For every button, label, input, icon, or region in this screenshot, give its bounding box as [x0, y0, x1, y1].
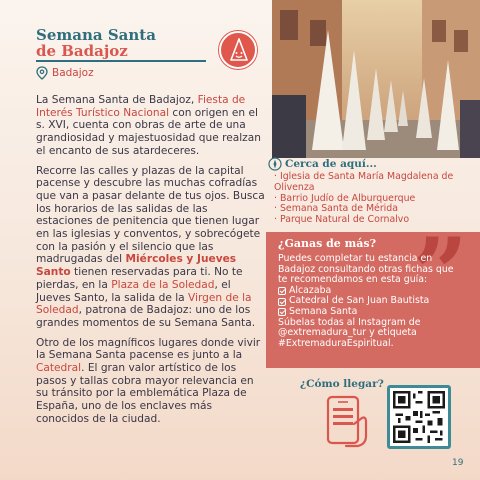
location-label: Badajoz [52, 67, 94, 79]
nearby-heading: Cerca de aquí... [268, 157, 480, 171]
how-to-get-there-heading: ¿Cómo llegar? [300, 378, 384, 390]
highlight-virgen-soledad: Virgen de la Soledad [36, 291, 252, 317]
more-info-text: Puedes completar tu estancia en Badajoz consultando otras fichas que te recomendamos en esta guía: Alcazaba Catedral de San Juan Bautista Semana Santa Súbelas todas al Instagram de @extremadura_tur y etiqueta #ExtremaduraEspiritual. [278, 254, 458, 349]
nearby-list [274, 172, 480, 226]
title-line-2: de Badajoz [36, 42, 128, 60]
page-number: 19 [452, 458, 464, 468]
more-info-box [266, 232, 480, 368]
quote-mark-icon: ” [412, 232, 468, 330]
title-divider [36, 60, 206, 62]
capirote-badge-icon [219, 31, 257, 69]
paragraph-2: Recorre las calles y plazas de la capital pacense y descubre las muchas cofradías que van a pasar delante de tus ojos. Busca los horarios de las salidas de las estaciones de penitencia que tienen lugar en las iglesias y conventos, y sobrecógete con la pasión y el silencio que las madrugadas del Miércoles y Jueves Santo tienen reservadas para ti. No te pierdas, en la Plaza de la Soledad, el Jueves Santo, la salida de la Virgen de la Soledad, patrona de Badajoz: uno de los grandes momentos de su Semana Santa. [36, 164, 265, 329]
page-title [36, 27, 156, 59]
check-icon [278, 298, 286, 306]
highlight-fiesta: Fiesta de Interés Turístico Nacional [36, 94, 246, 119]
check-icon [278, 308, 286, 316]
list-item: · Semana Santa de Mérida [274, 203, 398, 215]
list-item: · Iglesia de Santa María Magdalena de Olivenza [274, 171, 454, 193]
location-pin-icon [36, 66, 48, 80]
nearby-section [268, 157, 480, 226]
location [36, 66, 94, 80]
procession-photo [272, 0, 480, 158]
paragraph-3: Otro de los magníficos lugares donde vivir la Semana Santa pacense es junto a la Catedral. El gran valor artístico de los pasos y tallas cobra mayor relevancia en su tránsito por la emblemática Plaza de España, uno de los enclaves más conocidos de la ciudad. [36, 336, 261, 425]
list-item: · Barrio Judío de Alburquerque [274, 192, 416, 204]
phone-hand-icon [318, 394, 374, 454]
list-item: Catedral de San Juan Bautista [278, 296, 458, 307]
list-item: · Parque Natural de Cornalvo [274, 214, 410, 226]
compass-icon [268, 157, 282, 171]
paragraph-1: La Semana Santa de Badajoz, Fiesta de Interés Turístico Nacional con origen en el s. XVI, cuenta con obras de arte de una grandiosidad y majestuosidad que realzan el encanto de sus atardeceres. [36, 94, 261, 157]
check-icon [278, 287, 286, 295]
list-item: Semana Santa [278, 307, 458, 318]
body-text [36, 94, 266, 433]
title-line-1: Semana Santa [36, 26, 156, 44]
list-item: Alcazaba [278, 286, 458, 297]
more-info-heading: ¿Ganas de más? [278, 237, 377, 250]
highlight-catedral: Catedral [36, 362, 82, 375]
qr-code[interactable] [387, 385, 451, 449]
highlight-miercoles: Miércoles y Jueves Santo [36, 253, 237, 279]
highlight-plaza-soledad: Plaza de la Soledad [111, 278, 215, 291]
